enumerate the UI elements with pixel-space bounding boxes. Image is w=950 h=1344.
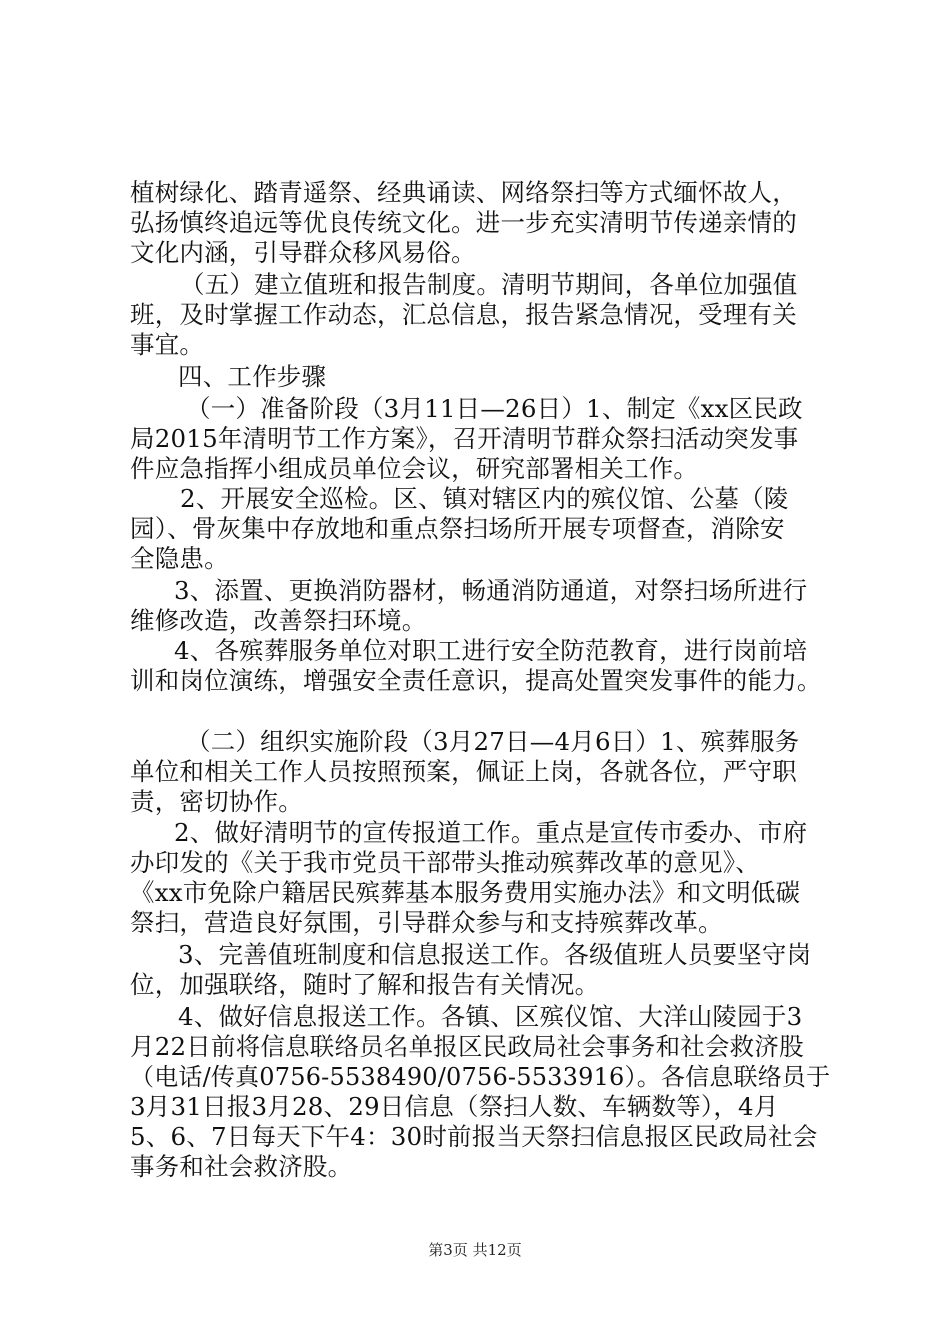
body-text-line: 月22日前将信息联络员名单报区民政局社会事务和社会救济股 <box>130 1032 804 1061</box>
body-text-line: 训和岗位演练，增强安全责任意识，提高处置突发事件的能力。 <box>130 666 822 695</box>
body-text-line: 5、6、7日每天下午4：30时前报当天祭扫信息报区民政局社会 <box>130 1122 818 1151</box>
body-text-line: 责，密切协作。 <box>130 787 303 816</box>
body-text-line: 局2015年清明节工作方案》，召开清明节群众祭扫活动突发事 <box>130 424 799 453</box>
list-item-text: 2、开展安全巡检。区、镇对辖区内的殡仪馆、公墓（陵 <box>180 484 789 513</box>
body-text-line: 位，加强联络，随时了解和报告有关情况。 <box>130 970 600 999</box>
list-item-text: 4、各殡葬服务单位对职工进行安全防范教育，进行岗前培 <box>174 636 808 665</box>
body-text-line: 件应急指挥小组成员单位会议，研究部署相关工作。 <box>130 454 699 483</box>
body-text-line: 弘扬慎终追远等优良传统文化。进一步充实清明节传递亲情的 <box>130 208 797 237</box>
body-text-line: 植树绿化、踏青遥祭、经典诵读、网络祭扫等方式缅怀故人， <box>130 178 797 207</box>
list-item-text: 3、完善值班制度和信息报送工作。各级值班人员要坚守岗 <box>178 940 812 969</box>
body-text-line: 单位和相关工作人员按照预案，佩证上岗，各就各位，严守职 <box>130 757 797 786</box>
body-text-line: 维修改造，改善祭扫环境。 <box>130 606 427 635</box>
body-text-line: 事宜。 <box>130 330 205 359</box>
list-item-text: 4、做好信息报送工作。各镇、区殡仪馆、大洋山陵园于3 <box>178 1002 803 1031</box>
stage-two-heading: （二）组织实施阶段（3月27日—4月6日）1、殡葬服务 <box>186 727 800 756</box>
body-text-line: 《xx市免除户籍居民殡葬基本服务费用实施办法》和文明低碳 <box>130 878 801 907</box>
section-heading: 四、工作步骤 <box>178 362 327 391</box>
body-text-line: 全隐患。 <box>130 544 229 573</box>
list-item-text: 3、添置、更换消防器材，畅通消防通道，对祭扫场所进行 <box>174 576 808 605</box>
body-text-line: 办印发的《关于我市党员干部带头推动殡葬改革的意见》、 <box>130 848 760 877</box>
stage-one-heading: （一）准备阶段（3月11日—26日）1、制定《xx区民政 <box>186 394 803 423</box>
list-item-text: 2、做好清明节的宣传报道工作。重点是宣传市委办、市府 <box>174 818 808 847</box>
section-five-heading: （五）建立值班和报告制度。清明节期间，各单位加强值 <box>180 270 798 299</box>
body-text-line: 事务和社会救济股。 <box>130 1152 353 1181</box>
body-text-line: 班，及时掌握工作动态，汇总信息，报告紧急情况，受理有关 <box>130 300 797 329</box>
body-text-line: 园）、骨灰集中存放地和重点祭扫场所开展专项督查，消除安 <box>130 514 785 543</box>
body-text-line: （电话/传真0756-5538490/0756-5533916）。各信息联络员于 <box>130 1063 831 1091</box>
body-text-line: 3月31日报3月28、29日信息（祭扫人数、车辆数等），4月 <box>130 1092 779 1121</box>
page-footer: 第3页 共12页 <box>428 1241 522 1259</box>
body-text-line: 文化内涵，引导群众移风易俗。 <box>130 238 476 267</box>
body-text-line: 祭扫，营造良好氛围，引导群众参与和支持殡葬改革。 <box>130 908 723 937</box>
